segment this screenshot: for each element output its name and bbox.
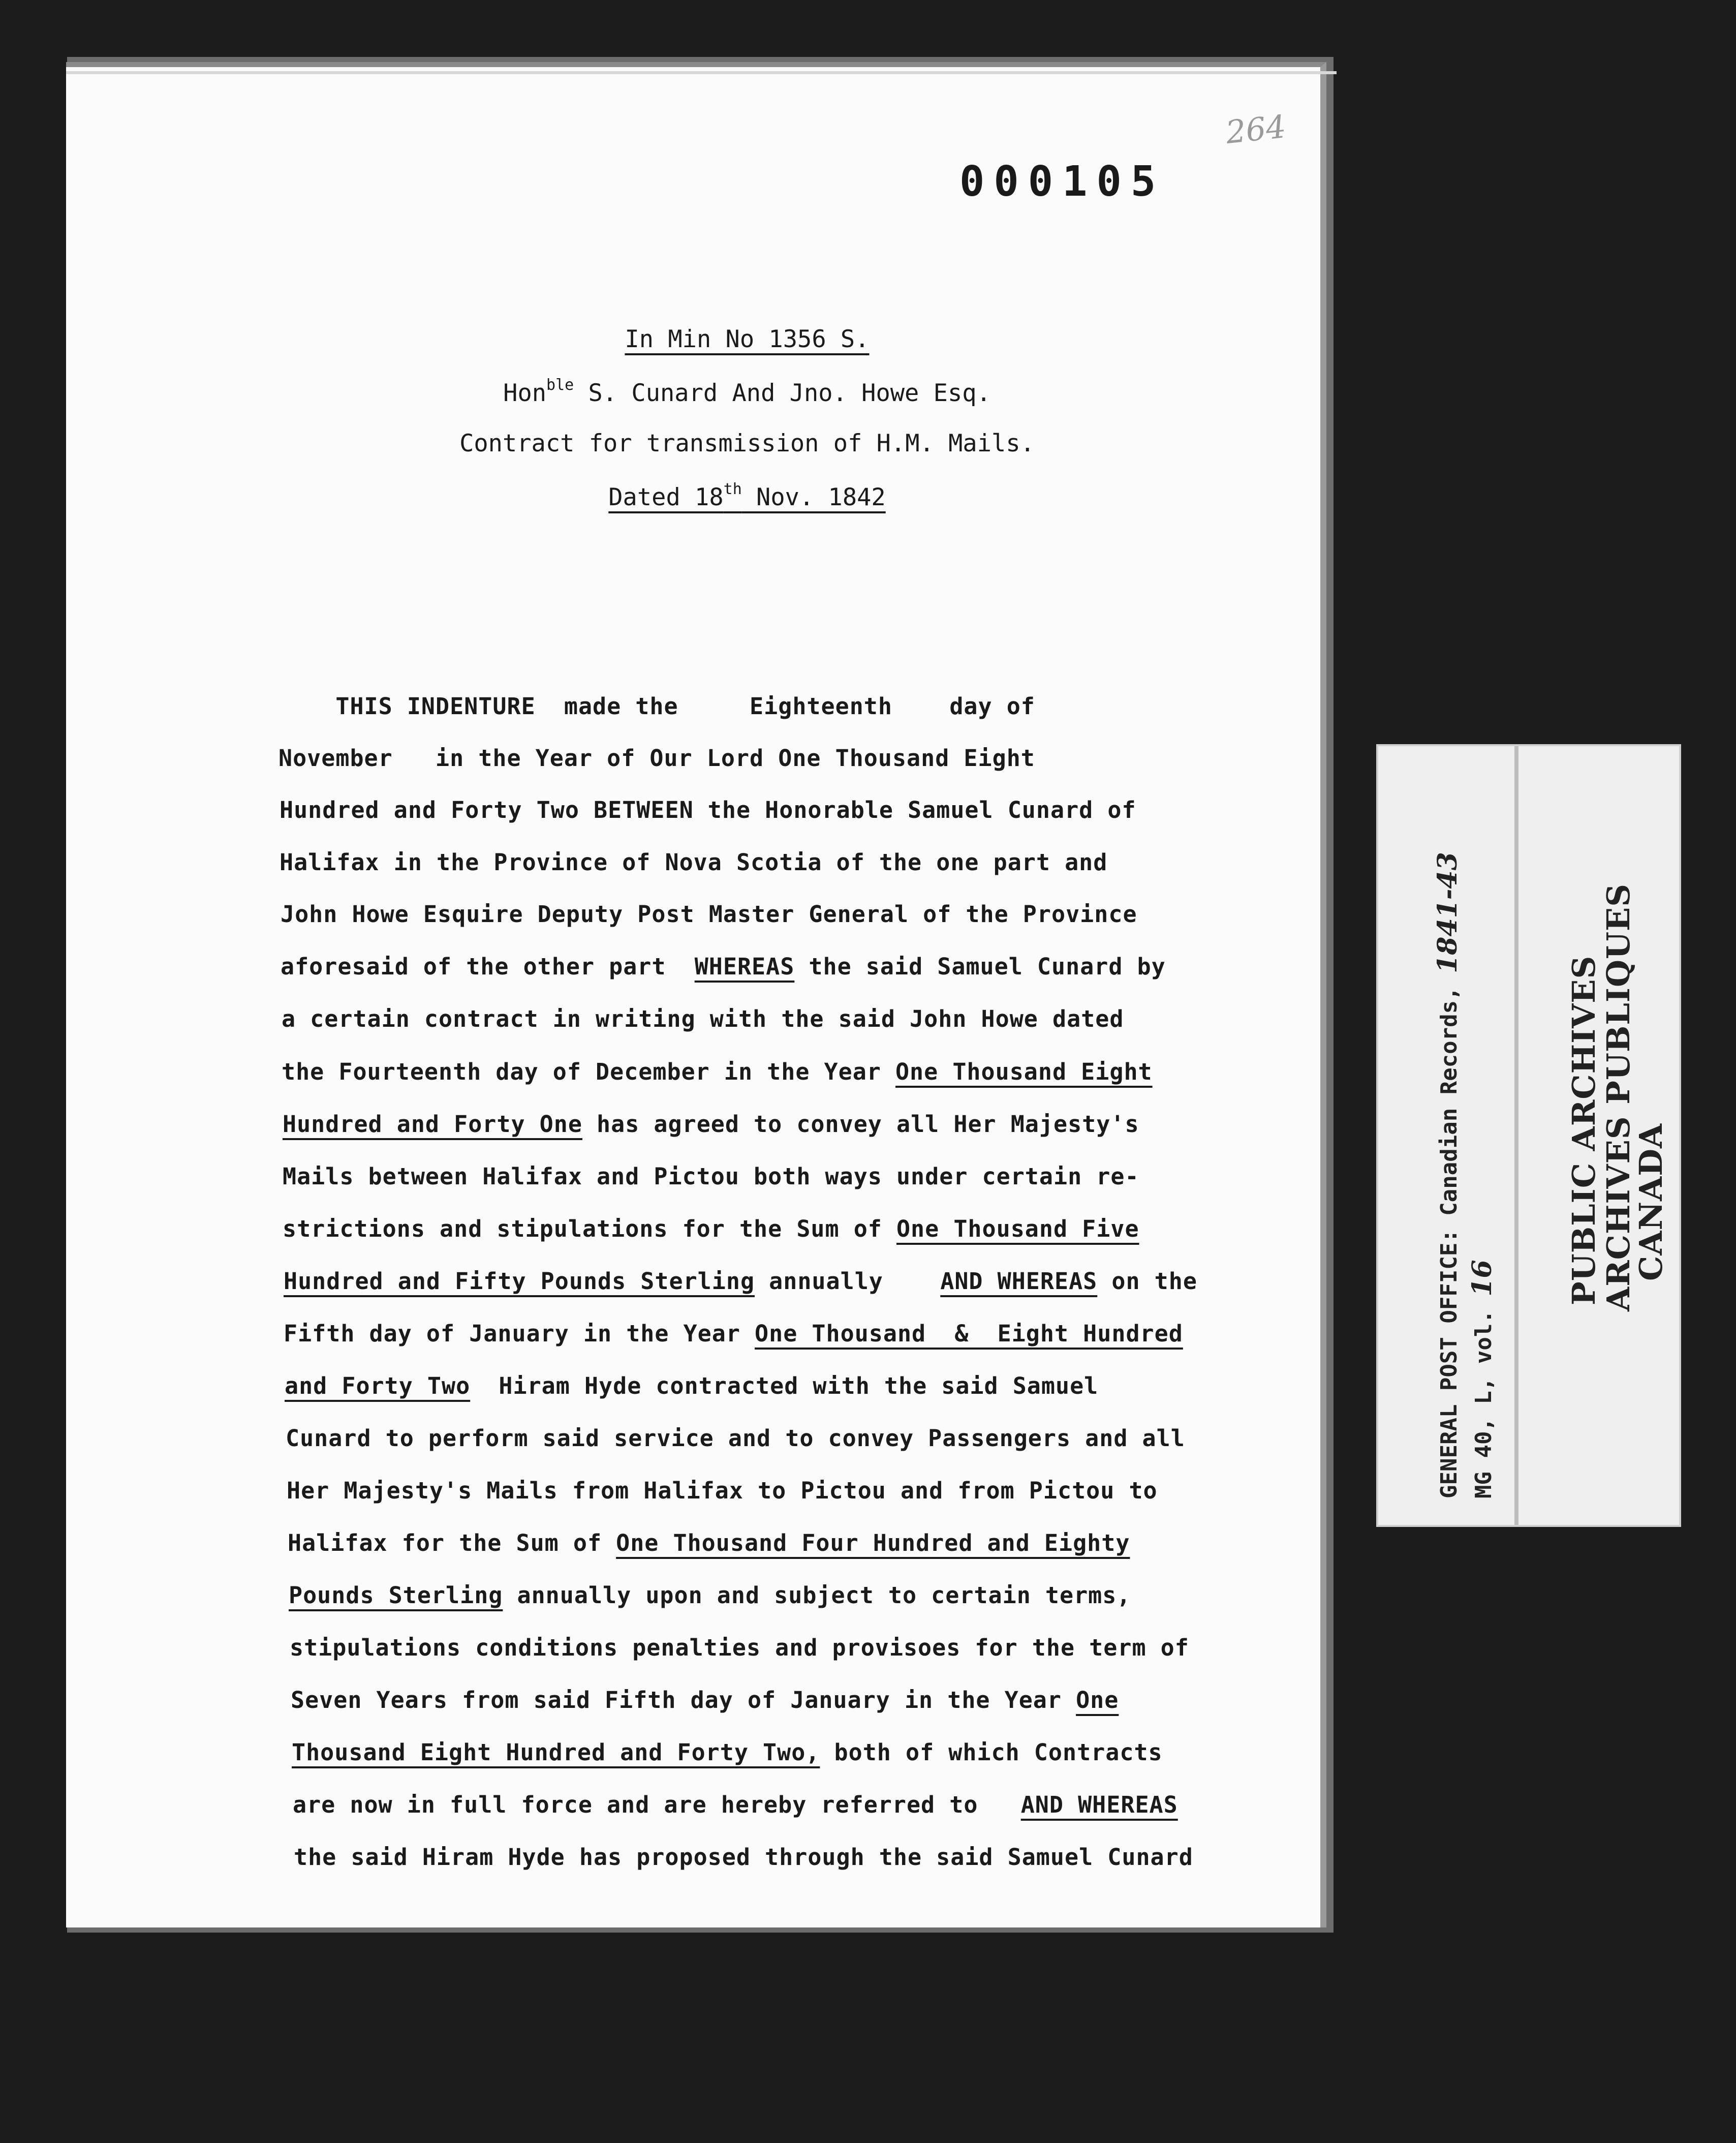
body-line-14-b: Hiram Hyde contracted with the said Samuel	[470, 1372, 1099, 1399]
body-line-19: stipulations conditions penalties and provisoes for the term of	[290, 1634, 1189, 1661]
minute-reference	[0, 325, 1494, 353]
body-line-8-a: the Fourteenth day of December in the Year	[282, 1058, 895, 1085]
parties-prefix: Hon	[503, 379, 547, 407]
parties-rest: S. Cunard And Jno. Howe Esq.	[574, 379, 991, 407]
body-line-6-b: the said Samuel Cunard by	[794, 953, 1166, 980]
minute-reference-text: In Min No 1356 S.	[625, 325, 870, 353]
body-line-9-u: Hundred and Forty One	[283, 1111, 582, 1138]
label-title-english: PUBLIC ARCHIVES	[1565, 955, 1602, 1305]
body-line-13-a: Fifth day of January in the Year	[284, 1320, 755, 1347]
body-line-18-u: Pounds Sterling	[289, 1582, 503, 1609]
body-line-13	[284, 1320, 1183, 1347]
contract-subject-text: Contract for transmission of H.M. Mails.	[459, 430, 1035, 457]
body-line-20	[291, 1687, 1119, 1713]
label-title-french: ARCHIVES PUBLIQUES	[1600, 883, 1637, 1311]
body-line-18-b: annually upon and subject to certain terms,	[503, 1582, 1131, 1609]
body-line-13-u: One Thousand & Eight Hundred	[755, 1320, 1183, 1347]
body-line-17-u: One Thousand Four Hundred and Eighty	[616, 1529, 1130, 1556]
date-rest: Nov. 1842	[741, 483, 886, 511]
body-line-20-a: Seven Years from said Fifth day of January in the Year	[291, 1687, 1076, 1713]
label-volume-text: MG 40, L, vol.	[1471, 1296, 1497, 1498]
body-line-10: Mails between Halifax and Pictou both ways under certain re-	[283, 1163, 1139, 1190]
body-line-16: Her Majesty's Mails from Halifax to Pictou and from Pictou to	[287, 1477, 1158, 1504]
body-line-12	[284, 1268, 1197, 1295]
body-line-18	[289, 1582, 1131, 1609]
body-line-11	[283, 1215, 1139, 1242]
body-line-17	[288, 1529, 1130, 1556]
label-volume	[1467, 1260, 1498, 1498]
body-line-8-u: One Thousand Eight	[895, 1058, 1153, 1085]
label-volume-number: 16	[1467, 1260, 1498, 1297]
body-line-8	[282, 1058, 1153, 1085]
archive-label	[1376, 744, 1681, 1527]
date-sup: th	[723, 480, 742, 498]
body-line-21-u: Thousand Eight Hundred and Forty Two,	[292, 1739, 820, 1766]
body-line-1: THIS INDENTURE made the Eighteenth day of	[278, 693, 1035, 720]
label-divider	[1514, 746, 1518, 1525]
body-line-22	[293, 1791, 1178, 1818]
body-line-17-a: Halifax for the Sum of	[288, 1529, 616, 1556]
body-line-3: Hundred and Forty Two BETWEEN the Honorable Samuel Cunard of	[280, 797, 1136, 823]
body-line-22-a: are now in full force and are hereby referred to	[293, 1791, 1021, 1818]
label-record-series	[1432, 852, 1463, 1498]
body-line-9	[283, 1111, 1139, 1138]
body-line-22-u: AND WHEREAS	[1020, 1791, 1178, 1818]
handwritten-page-number: 264	[1224, 108, 1288, 151]
body-line-9-b: has agreed to convey all Her Majesty's	[582, 1111, 1139, 1138]
body-line-20-u: One	[1076, 1687, 1119, 1713]
body-line-12-b: annually	[755, 1268, 941, 1295]
body-line-14-u: and Forty Two	[285, 1372, 471, 1399]
stamp-number: 000105	[959, 158, 1165, 206]
contract-date	[0, 480, 1494, 511]
body-line-14	[285, 1372, 1098, 1399]
parties-sup: ble	[546, 376, 574, 394]
body-line-7: a certain contract in writing with the said John Howe dated	[282, 1005, 1124, 1032]
body-line-11-a: strictions and stipulations for the Sum of	[283, 1215, 896, 1242]
body-line-6	[281, 953, 1166, 980]
body-line-4: Halifax in the Province of Nova Scotia of the one part and	[280, 849, 1108, 876]
body-line-12-u: Hundred and Fifty Pounds Sterling	[284, 1268, 755, 1295]
label-record-series-text: GENERAL POST OFFICE: Canadian Records,	[1436, 973, 1462, 1498]
body-line-21	[292, 1739, 1163, 1766]
body-line-2: November in the Year of Our Lord One Thousand Eight	[278, 745, 1035, 772]
contract-date-text	[608, 480, 886, 511]
body-line-11-u: One Thousand Five	[896, 1215, 1139, 1242]
contract-subject	[0, 430, 1494, 457]
label-record-years: 1841-43	[1432, 852, 1463, 973]
body-line-23: the said Hiram Hyde has proposed through the said Samuel Cunard	[294, 1844, 1193, 1871]
body-line-15: Cunard to perform said service and to convey Passengers and all	[286, 1425, 1185, 1452]
label-title-country: CANADA	[1632, 1123, 1669, 1281]
body-line-5: John Howe Esquire Deputy Post Master General of the Province	[281, 901, 1137, 928]
body-line-12-u2: AND WHEREAS	[940, 1268, 1098, 1295]
parties-line	[0, 376, 1494, 407]
body-line-6-a: aforesaid of the other part	[281, 953, 695, 980]
date-prefix: Dated 18	[608, 483, 724, 511]
body-line-6-u: WHEREAS	[694, 953, 795, 980]
paper-edge	[66, 71, 1337, 74]
body-line-12-c: on the	[1097, 1268, 1197, 1295]
body-line-21-b: both of which Contracts	[820, 1739, 1163, 1766]
